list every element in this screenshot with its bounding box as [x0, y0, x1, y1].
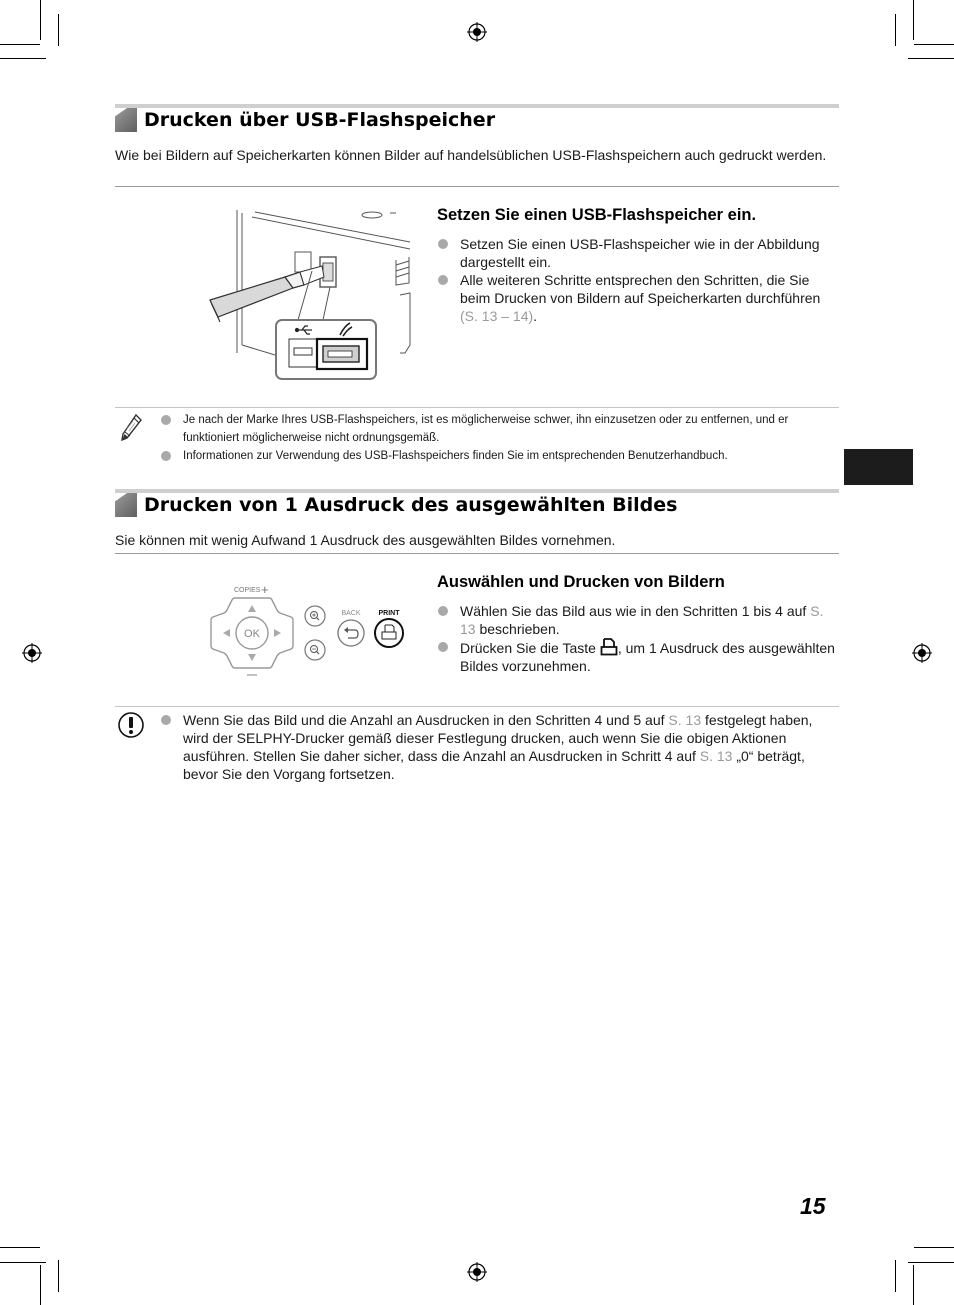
- bullet-text-end: beschrieben.: [479, 621, 560, 637]
- registration-mark-icon: [467, 22, 487, 42]
- caution-icon: [117, 711, 145, 739]
- print-button[interactable]: [375, 619, 403, 647]
- bullet-item: [437, 271, 837, 325]
- page-reference-link[interactable]: (S. 13 – 14): [460, 308, 534, 324]
- zoom-out-button[interactable]: [305, 640, 325, 660]
- registration-mark-icon: [912, 643, 932, 663]
- note-text: Wenn Sie das Bild und die Anzahl an Ausdrucken in den Schritten 4 und 5 auf: [183, 712, 665, 728]
- ok-label: OK: [244, 628, 260, 640]
- divider: [115, 407, 839, 408]
- section-intro: Sie können mit wenig Aufwand 1 Ausdruck des ausgewählten Bildes vornehmen.: [115, 532, 616, 548]
- note-item: [160, 711, 832, 783]
- section-header-usb: [115, 104, 839, 132]
- page-reference-link[interactable]: S. 13: [668, 712, 702, 728]
- usb-flash-drive-illustration: [200, 205, 415, 383]
- page-reference-link[interactable]: S. 13: [460, 603, 824, 637]
- note-list: [160, 711, 832, 783]
- section-tab-marker: [115, 493, 137, 517]
- print-label: PRINT: [378, 610, 400, 617]
- print-icon: [600, 638, 618, 656]
- note-list: [160, 411, 832, 465]
- registration-mark-icon: [22, 643, 42, 663]
- divider: [115, 186, 839, 187]
- note-item: Informationen zur Verwendung des USB-Flashspeichers finden Sie im entsprechenden Benutzerhandbuch.: [160, 447, 832, 465]
- bullet-item: [437, 602, 837, 638]
- chapter-side-tab: [844, 449, 913, 485]
- step-bullets: [437, 602, 837, 675]
- section-title: Drucken über USB-Flashspeicher: [144, 109, 496, 131]
- registration-mark-icon: [467, 1262, 487, 1282]
- bullet-text-end: .: [533, 308, 538, 324]
- section-header-print: [115, 489, 839, 517]
- step-title: Setzen Sie einen USB-Flashspeicher ein.: [437, 206, 757, 224]
- plus-icon: +: [261, 582, 269, 597]
- bullet-text: Drücken Sie die Taste: [460, 640, 596, 656]
- back-label: BACK: [341, 610, 361, 617]
- page-reference-link[interactable]: S. 13: [699, 748, 733, 764]
- back-button[interactable]: [338, 620, 364, 646]
- printer-controls-illustration: [205, 580, 420, 682]
- divider: [115, 553, 839, 554]
- divider: [115, 706, 839, 707]
- note-text: festgelegt haben, wird der SELPHY-Drucker gemäß dieser Festlegung drucken, auch wenn Sie die obigen Aktionen ausführen. Stellen Sie daher sicher, dass die Anzahl an Ausdrucken in Schritt 4 auf: [183, 712, 813, 764]
- section-title: Drucken von 1 Ausdruck des ausgewählten Bildes: [144, 494, 678, 516]
- section-tab-marker: [115, 108, 137, 132]
- bullet-text: Wählen Sie das Bild aus wie in den Schritten 1 bis 4 auf: [460, 603, 807, 619]
- copies-label: COPIES: [234, 587, 261, 594]
- step-title: Auswählen und Drucken von Bildern: [437, 573, 725, 591]
- step-bullets: [437, 235, 837, 325]
- note-item: Je nach der Marke Ihres USB-Flashspeichers, ist es möglicherweise schwer, ihn einzusetzen oder zu entfernen, und er funktioniert möglicherweise nicht ordnungsgemäß.: [160, 411, 832, 447]
- bullet-item: [437, 638, 837, 675]
- zoom-in-button[interactable]: [305, 606, 325, 626]
- section-intro: Wie bei Bildern auf Speicherkarten können Bilder auf handelsüblichen USB-Flashspeichern auch gedruckt werden.: [115, 147, 827, 163]
- bullet-text: Setzen Sie einen USB-Flashspeicher wie in der Abbildung dargestellt ein.: [460, 236, 820, 270]
- bullet-item: [437, 235, 837, 271]
- note-text: „0“ beträgt, bevor Sie den Vorgang fortsetzen.: [183, 748, 805, 782]
- bullet-text-end: , um 1 Ausdruck des ausgewählten Bildes vorzunehmen.: [460, 640, 835, 674]
- pencil-icon: [119, 413, 143, 443]
- page-number: 15: [800, 1193, 826, 1219]
- bullet-text: Alle weiteren Schritte entsprechen den Schritten, die Sie beim Drucken von Bildern auf Speicherkarten durchführen: [460, 272, 821, 306]
